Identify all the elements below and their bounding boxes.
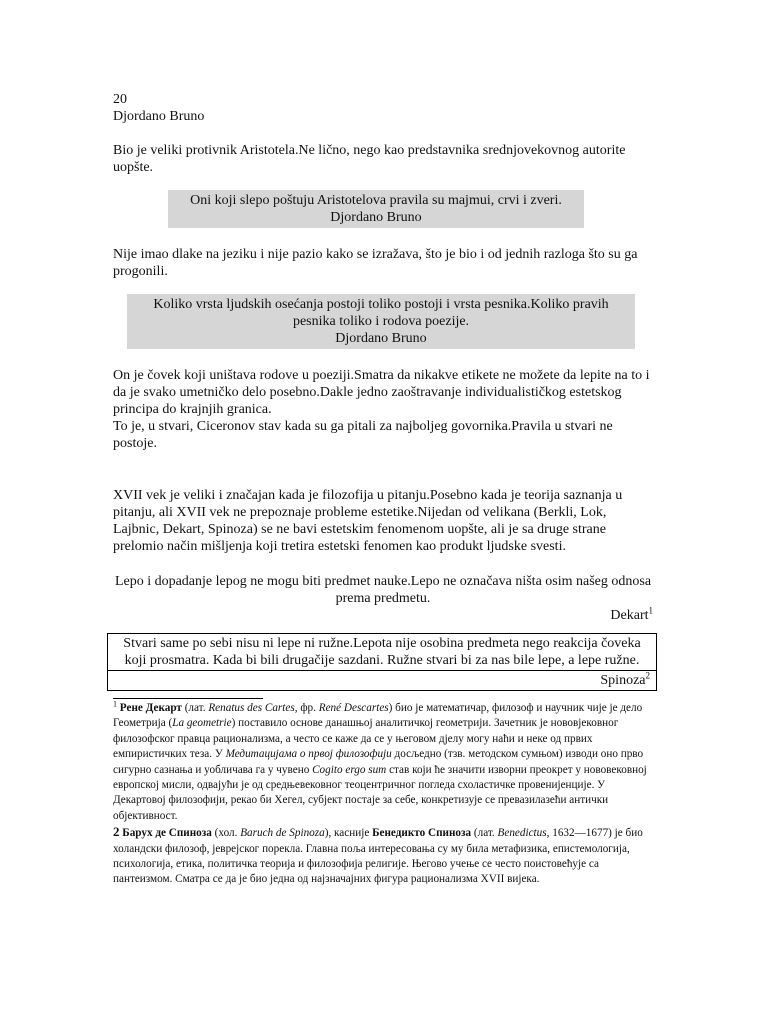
footnote-1: $^1$ Рене Декарт (лат. Renatus des Cartes, фр. René Descartes) био је математичар, филозоф и научник чије је дело Геометрија (La geometrie) поставило основе данашњој аналитичкој геометрији. Зачетник је нововјековног филозофског правца рационализма, а често се каже да се у његовом дјелу могу наћи и неке од првих емпиристичких теза. У Медитацијама о првој филозофији досљедно (тзв. методском сумњом) изводи оно прво сигурно сазнања и уобличава га у чувено Cogito ergo sum став који ће значити изворни преокрет у нововековној европској мисли, одвајући је од средњевековног теоцентричног погледа схоластичке провенијенције. У Декартовој филозофији, рекао би Хегел, субјект постаје за себе, конкретизује се превазилазећи антички објективност. bbox=[113, 699, 647, 822]
quote-text: Lepo i dopadanje lepog ne mogu biti predmet nauke.Lepo ne označava ništa osim našeg odnosa prema predmetu. bbox=[114, 574, 652, 606]
paragraph-5: XVII vek je veliki i značajan kada je filozofija u pitanju.Posebno kada je teorija saznanja u pitanju, ali XVII vek ne prepoznaje probleme estetike.Nijedan od velikana (Berkli, Lok, Lajbnic, Dekart, Spinoza) se ne bavi estetskim fenomenom uopšte, ali je sa druge strane prelomio način mišljenja koji tretira estetski fenomen kao produkt ljudske svesti. bbox=[113, 488, 623, 554]
paragraph-4: To je, u stvari, Ciceronov stav kada su ga pitali za najboljeg govornika.Pravila u stvari ne postoje. bbox=[113, 419, 613, 451]
quote-box-bruno-2 bbox=[127, 294, 635, 349]
paragraph-3: On je čovek koji uništava rodove u poeziji.Smatra da nikakve etikete ne možete da lepite na to i da je svako umetničko delo posebno.Dakle jedno zaoštravanje individualističkog estetskog principa do krajnjih granica. bbox=[113, 368, 650, 417]
footnote-ref[interactable]: 2 bbox=[645, 670, 650, 681]
quote-author: Spinoza$^2$ bbox=[108, 671, 657, 691]
quote-box-bruno-1 bbox=[168, 190, 584, 228]
footnote-2: 2 Барух де Спиноза (хол. Baruch de Spinoza), касније Бенедикто Спиноза (лат. Benedictus, 1632—1677) је био холандски филозоф, јеврејског порекла. Главна поља интересовања су му била метафизика, епистемологија, психологија, етика, политичка теорија и филозофија религије. Његово учење се често поистовећује са пантеизмом. Сматра се да је био једна од најзначајних фигура рационализма XVII вијека. bbox=[113, 824, 643, 886]
paragraph-2: Nije imao dlake na jeziku i nije pazio kako se izražava, što je bio i od jednih razloga što su ga progonili. bbox=[113, 247, 638, 279]
quote-text: Koliko vrsta ljudskih osećanja postoji toliko postoji i vrsta pesnika.Koliko pravih pesnika toliko i rodova poezije. bbox=[153, 297, 609, 329]
quote-dekart bbox=[113, 573, 653, 624]
paragraph-1: Bio je veliki protivnik Aristotela.Ne lično, nego kao predstavnika srednjovekovnog autorite uopšte. bbox=[113, 143, 626, 175]
quote-author: Dekart$^1$ bbox=[610, 605, 653, 623]
quote-table-spinoza bbox=[107, 633, 657, 691]
quote-author: Djordano Bruno bbox=[335, 331, 427, 346]
footnote-separator bbox=[113, 698, 263, 699]
footnote-ref[interactable]: 1 bbox=[648, 605, 653, 616]
quote-text: Oni koji slepo poštuju Aristotelova pravila su majmui, crvi i zveri. bbox=[190, 193, 562, 208]
document-page bbox=[113, 91, 653, 888]
quote-author: Djordano Bruno bbox=[330, 210, 422, 225]
quote-text: Stvari same po sebi nisu ni lepe ni ružne.Lepota nije osobina predmeta nego reakcija čoveka koji prosmatra. Kada bi bili drugačije sazdani. Ružne stvari bi za nas bile lepe, a lepe ružne. bbox=[108, 634, 657, 671]
section-title: Djordano Bruno bbox=[113, 109, 205, 124]
page-number: 20 bbox=[113, 92, 127, 107]
